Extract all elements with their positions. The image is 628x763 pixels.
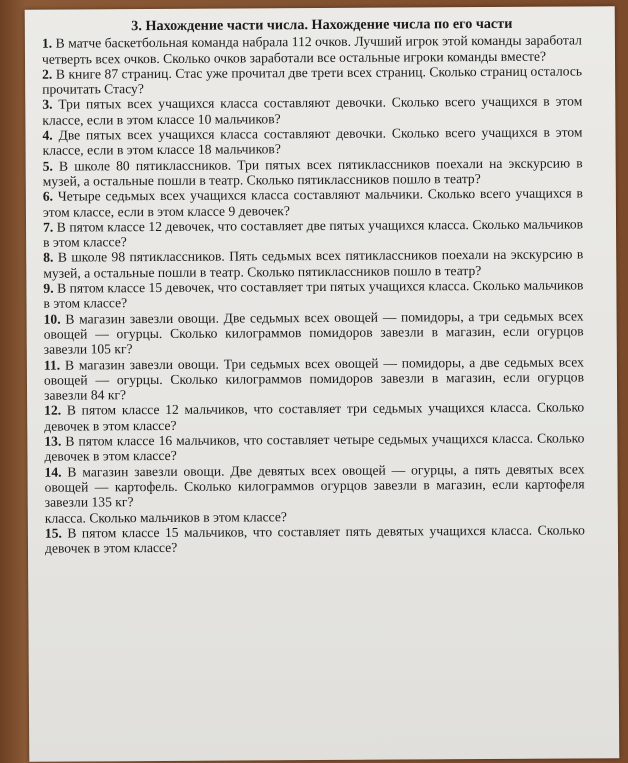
task-text: Четыре седьмых всех учащихся класса составляют мальчики. Сколько всего учащихся в этом классе, если в этом классе 9 девочек? [42, 185, 583, 220]
task-text: В пятом классе 12 девочек, что составляет две пятых учащихся класса. Сколько мальчиков в этом классе? [43, 216, 584, 250]
task-number: 12. [44, 403, 62, 419]
task-number: 3. [42, 97, 53, 113]
task-number: 1. [41, 35, 53, 52]
task-12 [44, 400, 584, 434]
task-text: В матче баскетбольная команда набрала 112 очков. Лучший игрок этой команды заработал четверть всех очков. Сколько очков заработали все остальные игроки команды вместе? [41, 32, 582, 67]
worksheet-title: 3. Нахождение части числа. Нахождение числа по его части [131, 15, 513, 35]
task-text: В школе 80 пятиклассников. Три пятых всех пятиклассников поехали на экскурсию в музей, а остальные пошли в театр. Сколько пятиклассников пошло в театр? [42, 155, 583, 189]
task-5 [43, 155, 583, 189]
task-number: 15. [44, 525, 62, 541]
task-8 [43, 247, 583, 281]
task-9 [43, 277, 583, 311]
task-number: 4. [42, 127, 53, 143]
task-text: В пятом классе 16 мальчиков, что составляет четыре седьмых учащихся класса. Сколько девочек в этом классе? [44, 430, 585, 465]
task-text: Две пятых всех учащихся класса составляют девочки. Сколько всего учащихся в этом классе, если в этом классе 18 мальчиков? [42, 124, 583, 159]
worksheet-page [25, 6, 620, 762]
task-text: В магазин завезли овощи. Две девятых всех овощей — огурцы, а пять девятых всех овощей — картофель. Сколько килограммов огурцов завезли в магазин, если картофеля завезли 135 кг? [44, 461, 585, 510]
task-number: 8. [43, 250, 54, 266]
task-text: В пятом классе 15 девочек, что составляет три пятых учащихся класса. Сколько мальчиков в этом классе? [43, 277, 584, 312]
task-text: В пятом классе 15 мальчиков, что составляет пять девятых учащихся класса. Сколько девочек в этом классе? [44, 522, 585, 556]
task-10 [44, 308, 584, 357]
task-14 [44, 461, 584, 510]
task-13 [44, 430, 584, 464]
task-1 [42, 33, 582, 67]
task-text: В магазин завезли овощи. Три седьмых всех овощей — помидоры, а две седьмых всех овощей — огурцы. Сколько килограммов помидоров завезли в магазин, если огурцов завезли 84 кг? [43, 353, 585, 403]
task-text: В магазин завезли овощи. Две седьмых всех овощей — помидоры, а три седьмых всех овощей — огурцы. Сколько килограммов помидоров завезли в магазин, если огурцов завезли 105 кг? [43, 308, 584, 357]
task-text: В книге 87 страниц. Стас уже прочитал две трети всех страниц. Сколько страниц осталось прочитать Стасу? [42, 63, 583, 97]
task-15 [45, 522, 585, 556]
task-7 [43, 216, 583, 250]
task-text: Три пятых всех учащихся класса составляют девочки. Сколько всего учащихся в этом классе, если в этом классе 10 мальчиков? [42, 93, 583, 128]
task-number: 10. [43, 311, 61, 327]
task-4 [42, 124, 582, 158]
task-number: 11. [43, 357, 61, 373]
task-6 [43, 186, 583, 220]
task-number: 5. [42, 158, 53, 174]
task-2 [42, 63, 582, 97]
task-number: 13. [44, 433, 62, 449]
worksheet-content [42, 16, 585, 556]
task-number: 2. [42, 66, 53, 82]
task-number: 9. [43, 280, 54, 296]
task-number: 14. [44, 464, 62, 480]
task-3 [42, 94, 582, 128]
task-number: 7. [42, 219, 54, 235]
task-11 [44, 354, 584, 403]
stray-text-line: класса. Сколько мальчиков в этом классе? [44, 508, 287, 526]
task-number: 6. [42, 188, 54, 204]
task-text: В школе 98 пятиклассников. Пять седьмых всех пятиклассников поехали на экскурсию в музей, а остальные пошли в театр. Сколько пятиклассников пошло в театр? [43, 246, 584, 281]
task-text: В пятом классе 12 мальчиков, что составляет три седьмых учащихся класса. Сколько девочек в этом классе? [44, 399, 585, 434]
